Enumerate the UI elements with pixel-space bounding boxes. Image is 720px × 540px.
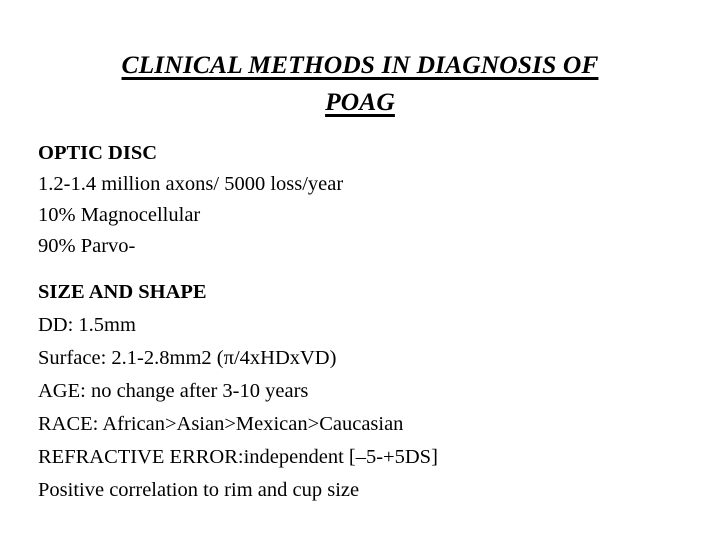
slide-title [36,48,684,122]
body-line-rim-cup-correlation: Positive correlation to rim and cup size [38,479,360,501]
block-heading-size-and-shape: SIZE AND SHAPE [38,281,207,303]
body-line-disc-diameter: DD: 1.5mm [38,314,136,336]
body-line-magnocellular: 10% Magnocellular [38,204,201,226]
body-line-race: RACE: African>Asian>Mexican>Caucasian [38,413,404,435]
title-line-2-row [36,85,684,122]
block-heading-optic-disc: OPTIC DISC [38,142,158,164]
body-line-axon-count: 1.2-1.4 million axons/ 5000 loss/year [38,173,344,195]
body-line-parvo: 90% Parvo- [38,235,136,257]
content-block-size-and-shape [38,276,698,507]
title-line-1-row [36,48,684,85]
content-block-optic-disc [38,138,698,262]
title-line-1: CLINICAL METHODS IN DIAGNOSIS OF [121,50,599,79]
body-line-age: AGE: no change after 3-10 years [38,380,309,402]
body-line-refractive-error: REFRACTIVE ERROR:independent [–5-+5DS] [38,446,438,468]
body-line-surface-area: Surface: 2.1-2.8mm2 (π/4xHDxVD) [38,347,337,369]
title-line-2: POAG [325,87,395,116]
